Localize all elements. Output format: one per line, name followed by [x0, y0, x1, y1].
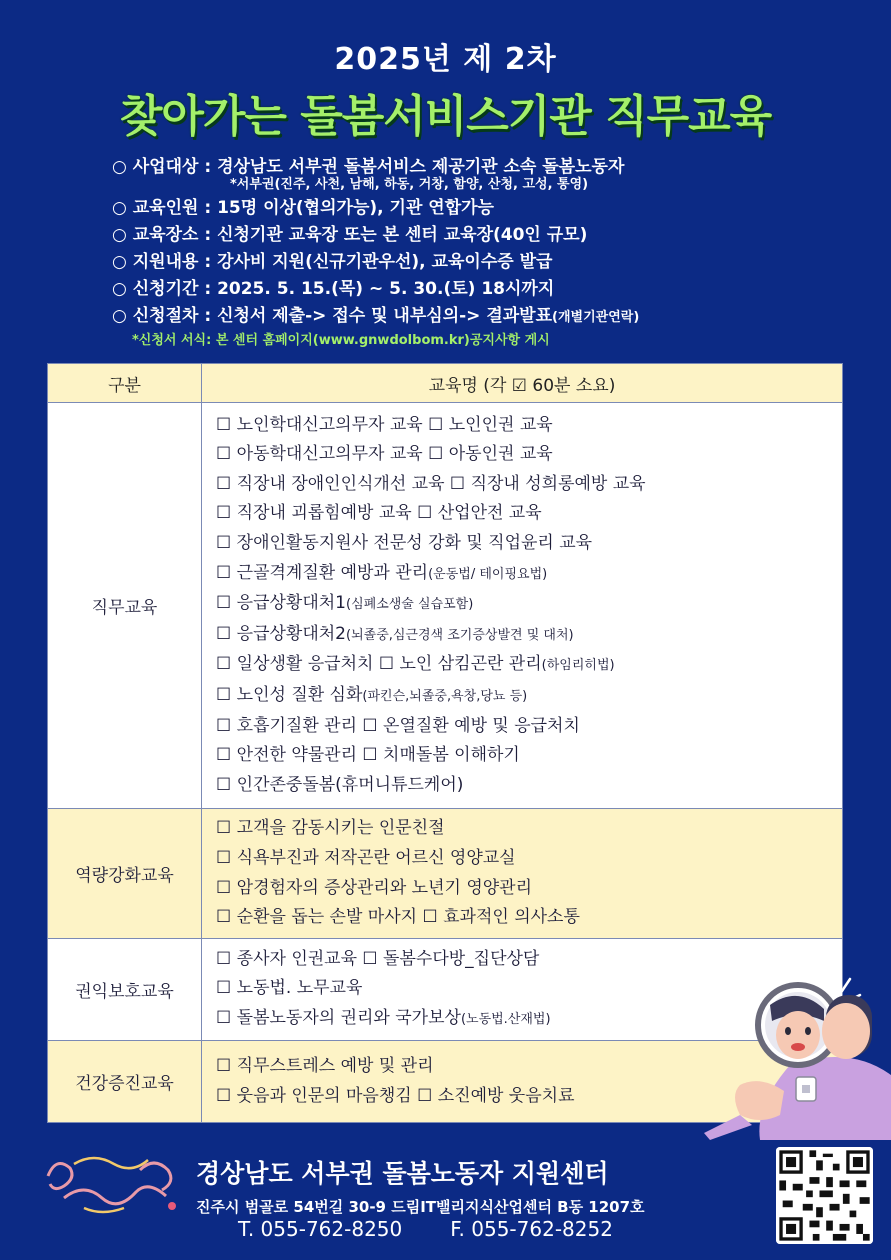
magnifier-person-illustration [700, 965, 891, 1140]
course-item: ☐ 노인학대신고의무자 교육 ☐ 노인인권 교육 [216, 414, 553, 435]
info-period: ○ 신청기간 : 2025. 5. 15.(목) ~ 5. 30.(토) 18시까지 [112, 279, 555, 299]
apply-form-note: *신청서 서식: 본 센터 홈페이지(www.gnwdolbom.kr)공지사항 게시 [132, 333, 550, 348]
course-item: ☐ 응급상황대처1(심폐소생술 실습포함) [216, 593, 474, 614]
course-item: ☐ 고객을 감동시키는 인문친절 [216, 818, 445, 839]
info-target: ○ 사업대상 : 경상남도 서부권 돌봄서비스 제공기관 소속 돌봄노동자 [112, 157, 625, 177]
course-item: ☐ 아동학대신고의무자 교육 ☐ 아동인권 교육 [216, 444, 553, 465]
table-header-row [48, 364, 843, 403]
course-list [202, 403, 843, 809]
course-item: ☐ 호흡기질환 관리 ☐ 온열질환 예방 및 응급처치 [216, 715, 580, 736]
footer-tel: T. 055-762-8250 [238, 1217, 403, 1241]
year-line: 2025년 제 2차 [334, 42, 557, 77]
course-item: ☐ 장애인활동지원사 전문성 강화 및 직업윤리 교육 [216, 533, 593, 554]
qr-code[interactable] [776, 1147, 873, 1244]
table-row [48, 809, 843, 939]
info-procedure [112, 303, 872, 331]
page-title: 찾아가는 돌봄서비스기관 직무교육 [119, 91, 772, 142]
course-list [202, 809, 843, 939]
info-venue: ○ 교육장소 : 신청기관 교육장 또는 본 센터 교육장(40인 규모) [112, 225, 588, 245]
category-rights: 권익보호교육 [48, 939, 202, 1041]
course-item: ☐ 직장내 장애인인식개선 교육 ☐ 직장내 성희롱예방 교육 [216, 473, 646, 494]
info-support: ○ 지원내용 : 강사비 지원(신규기관우선), 교육이수증 발급 [112, 252, 553, 272]
course-item: ☐ 응급상황대처2(뇌졸중,심근경색 조기증상발견 및 대처) [216, 623, 574, 644]
footer-address: 진주시 범골로 54번길 30-9 드림IT밸리지식산업센터 B동 1207호 [196, 1198, 645, 1216]
course-item: ☐ 근골격계질환 예방과 관리(운동법/ 테이핑요법) [216, 562, 548, 583]
info-headcount: ○ 교육인원 : 15명 이상(협의가능), 기관 연합가능 [112, 198, 494, 218]
course-item: ☐ 인간존중돌봄(휴머니튜드케어) [216, 774, 464, 795]
category-health: 건강증진교육 [48, 1041, 202, 1123]
course-item: ☐ 직무스트레스 예방 및 관리 [216, 1055, 434, 1076]
category-capacity: 역량강화교육 [48, 809, 202, 939]
course-item: ☐ 일상생활 응급처치 ☐ 노인 삼킴곤란 관리(하임리히법) [216, 654, 615, 675]
info-procedure-text: ○ 신청절차 : 신청서 제출-> 접수 및 내부심의-> 결과발표 [112, 306, 553, 326]
footer-contact [238, 1217, 661, 1241]
category-job-training: 직무교육 [48, 403, 202, 809]
course-item: ☐ 돌봄노동자의 권리와 국가보상(노동법.산재법) [216, 1007, 551, 1028]
course-item: ☐ 암경험자의 증상관리와 노년기 영양관리 [216, 877, 533, 898]
course-item: ☐ 종사자 인권교육 ☐ 돌봄수다방_집단상담 [216, 948, 540, 969]
header-course: 교육명 (각 ☑ 60분 소요) [202, 364, 843, 403]
footer-fax: F. 055-762-8252 [450, 1217, 613, 1241]
center-logo [44, 1146, 184, 1218]
course-item: ☐ 직장내 괴롭힘예방 교육 ☐ 산업안전 교육 [216, 503, 542, 524]
info-procedure-note: (개별기관연락) [552, 310, 640, 325]
table-row [48, 403, 843, 809]
info-block [112, 154, 872, 331]
info-target-note: *서부권(진주, 사천, 남해, 하동, 거창, 함양, 산청, 고성, 통영) [230, 177, 589, 192]
course-item: ☐ 식욕부진과 저작곤란 어르신 영양교실 [216, 847, 516, 868]
course-item: ☐ 노동법. 노무교육 [216, 978, 363, 999]
header-category: 구분 [48, 364, 202, 403]
footer-org-name: 경상남도 서부권 돌봄노동자 지원센터 [196, 1159, 609, 1188]
course-item: ☐ 웃음과 인문의 마음챙김 ☐ 소진예방 웃음치료 [216, 1085, 575, 1106]
course-item: ☐ 노인성 질환 심화(파킨슨,뇌졸중,욕창,당뇨 등) [216, 684, 528, 705]
course-item: ☐ 순환을 돕는 손발 마사지 ☐ 효과적인 의사소통 [216, 907, 580, 928]
course-item: ☐ 안전한 약물관리 ☐ 치매돌봄 이해하기 [216, 745, 520, 766]
